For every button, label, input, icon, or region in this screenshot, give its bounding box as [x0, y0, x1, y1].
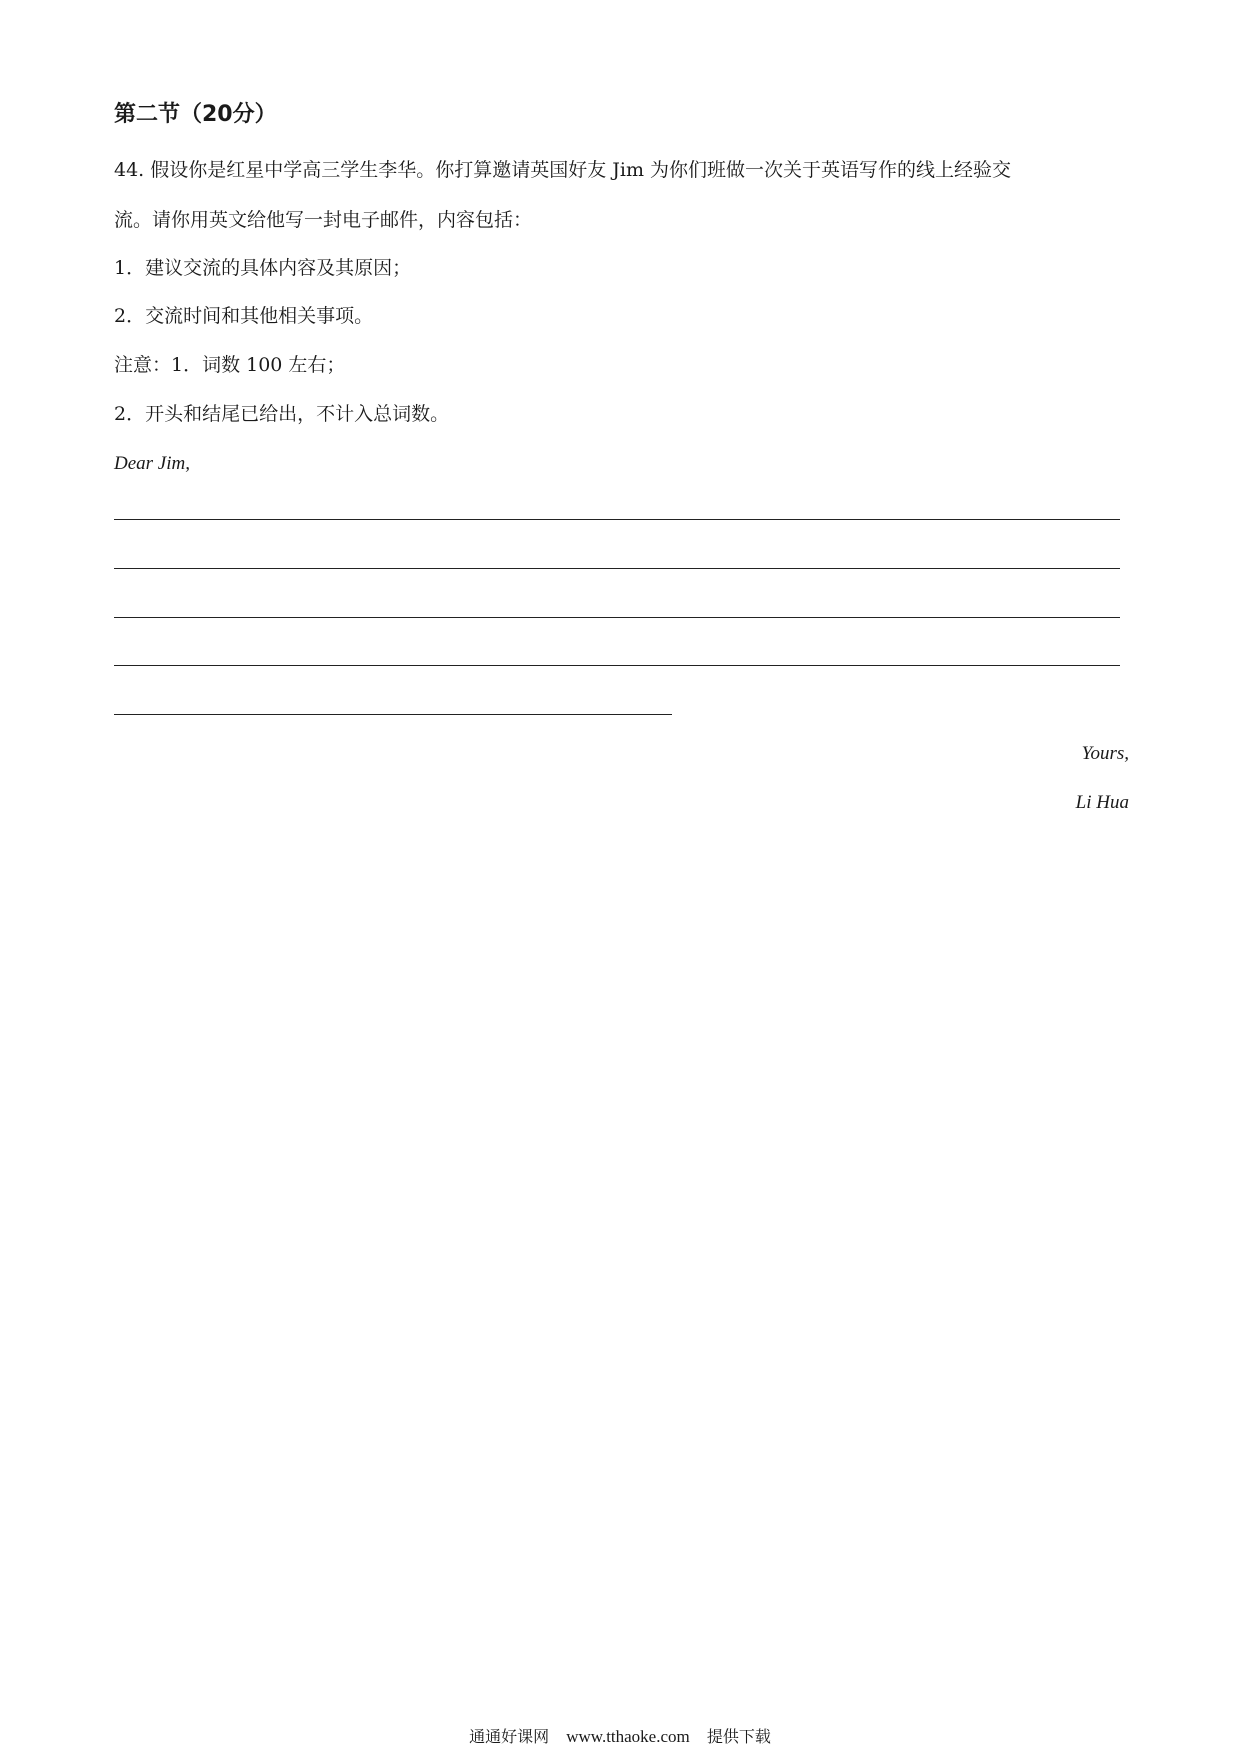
- note-opening-closing: 2．开头和结尾已给出，不计入总词数。: [114, 403, 450, 425]
- letter-signature: Li Hua: [1075, 792, 1129, 813]
- section-title: 第二节（20分）: [114, 102, 277, 127]
- requirement-item-2: 2．交流时间和其他相关事项。: [114, 305, 374, 327]
- question-prompt-line-1: 44. 假设你是红星中学高三学生李华。你打算邀请英国好友 Jim 为你们班做一次关于英语写作的线上经验交: [114, 159, 1012, 181]
- note-word-count: 注意：1．词数 100 左右；: [114, 354, 346, 376]
- footer-action: 提供下载: [706, 1727, 771, 1746]
- writing-line-5: [114, 714, 672, 715]
- footer-url: www.tthaoke.com: [566, 1727, 690, 1746]
- writing-line-3: [114, 617, 1120, 618]
- question-prompt-line-2: 流。请你用英文给他写一封电子邮件，内容包括：: [114, 209, 533, 231]
- letter-closing: Yours,: [1081, 743, 1129, 764]
- writing-line-2: [114, 568, 1120, 569]
- letter-salutation: Dear Jim,: [114, 453, 190, 474]
- writing-line-1: [114, 519, 1120, 520]
- writing-line-4: [114, 665, 1120, 666]
- footer-site-name: 通通好课网: [469, 1727, 550, 1746]
- requirement-item-1: 1．建议交流的具体内容及其原因；: [114, 257, 412, 279]
- page-footer: [0, 1726, 1240, 1748]
